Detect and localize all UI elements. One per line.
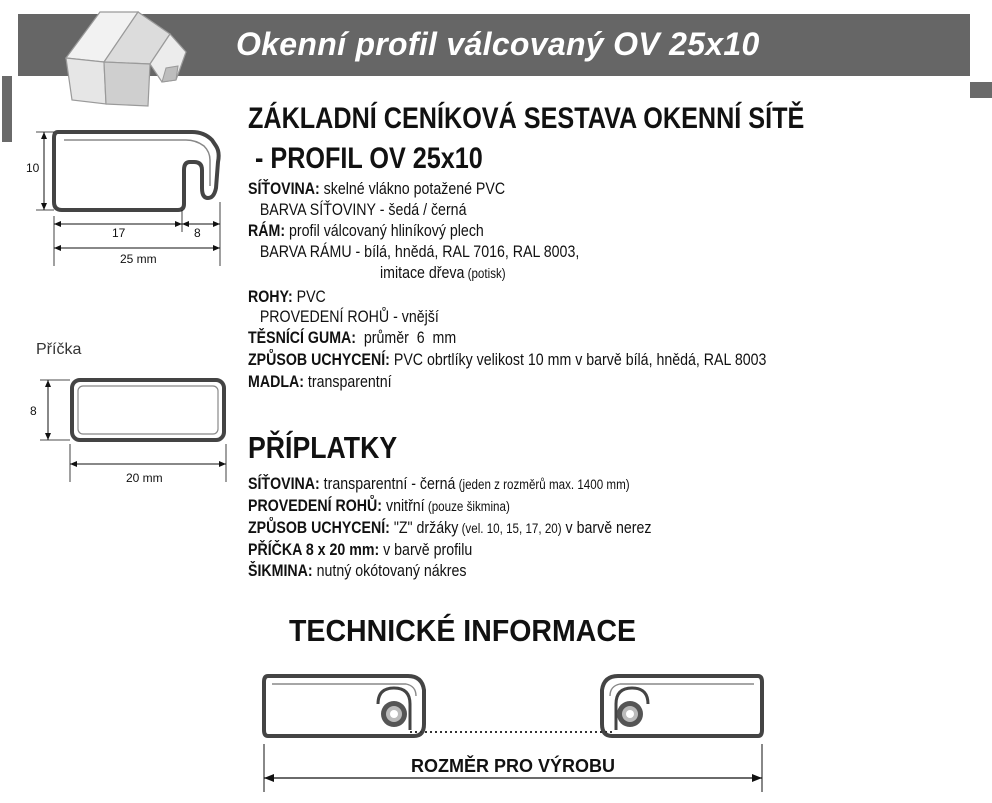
spec-line-fixing: ZPŮSOB UCHYCENÍ: PVC obrtlíky velikost 10 mm v barvě bílá, hnědá, RAL 8003 — [248, 351, 767, 369]
surcharge-line-crossbar: PŘÍČKA 8 x 20 mm: v barvě profilu — [248, 541, 473, 559]
page-title: Okenní profil válcovaný OV 25x10 — [236, 26, 760, 62]
production-dimension-label: ROZMĚR PRO VÝROBU — [410, 756, 616, 776]
crossbar-title: Příčka — [36, 341, 82, 358]
spec-line-mesh-color: BARVA SÍŤOVINY - šedá / černá — [248, 201, 467, 219]
technical-heading: TECHNICKÉ INFORMACE — [289, 613, 636, 648]
profile-product-image — [58, 4, 193, 108]
spec-line-mesh: SÍŤOVINA: skelné vlákno potažené PVC — [248, 180, 506, 198]
spec-line-corners: ROHY: PVC — [248, 288, 326, 306]
basic-set-heading: ZÁKLADNÍ CENÍKOVÁ SESTAVA OKENNÍ SÍTĚ - PROFIL OV 25x10 — [248, 102, 805, 175]
spec-line-seal: TĚSNÍCÍ GUMA: průměr 6 mm — [248, 329, 457, 347]
surcharge-line-slant: ŠIKMINA: nutný okótovaný nákres — [248, 562, 467, 580]
profile-cross-section-drawing — [20, 122, 240, 272]
surcharges-heading: PŘÍPLATKY — [248, 430, 398, 465]
surcharge-line-fixing: ZPŮSOB UCHYCENÍ: "Z" držáky (vel. 10, 15, 17, 20) v barvě nerez — [248, 519, 652, 537]
technical-drawing — [258, 664, 768, 798]
profile-height-label: 10 — [26, 161, 40, 175]
surcharge-line-corners: PROVEDENÍ ROHŮ: vnitřní (pouze šikmina) — [248, 497, 510, 515]
spec-line-corner-type: PROVEDENÍ ROHŮ - vnější — [248, 308, 439, 326]
surcharge-line-mesh: SÍŤOVINA: transparentní - černá (jeden z rozměrů max. 1400 mm) — [248, 475, 630, 493]
profile-width-a-label: 17 — [112, 226, 126, 240]
decorative-bar — [2, 76, 12, 142]
decorative-corner — [970, 82, 992, 98]
crossbar-drawing — [20, 370, 240, 490]
profile-width-b-label: 8 — [194, 226, 201, 240]
spec-line-handles: MADLA: transparentní — [248, 373, 392, 391]
crossbar-height-label: 8 — [30, 404, 37, 418]
profile-total-width-label: 25 mm — [120, 252, 157, 266]
spec-line-frame-color-wood: imitace dřeva (potisk) — [380, 264, 506, 282]
spec-line-frame: RÁM: profil válcovaný hliníkový plech — [248, 222, 484, 240]
crossbar-width-label: 20 mm — [126, 471, 163, 485]
spec-line-frame-color: BARVA RÁMU - bílá, hnědá, RAL 7016, RAL 8003, — [248, 243, 580, 261]
